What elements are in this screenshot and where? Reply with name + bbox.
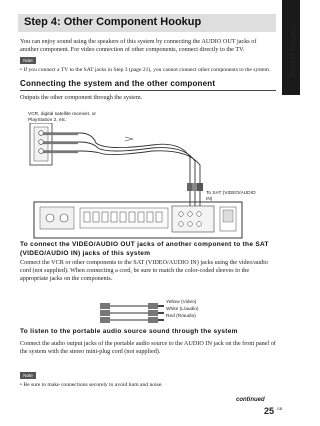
connect-text: Connect the VCR or other components to the SAT (VIDEO/AUDIO IN) jacks using the video/audio cord (not supplied). When connecting a cord, be sure to match the color-coded sleeves to the appropriate jacks on the components. — [20, 259, 268, 282]
av-cord — [43, 133, 152, 155]
title-bar — [18, 14, 276, 32]
target-label: To SAT (VIDEO/AUDIO IN) — [206, 191, 256, 202]
legend-white: White (L/audio) — [166, 307, 199, 312]
section-heading: Connecting the system and the other component — [20, 79, 216, 88]
page-number: 25 — [264, 406, 275, 416]
section-rule — [20, 90, 276, 91]
intro-text: You can enjoy sound using the speakers of this system by connecting the AUDIO OUT jacks of another component. For video connection of other components, connect directly to the TV. — [20, 38, 257, 53]
section-text: Outputs the other component through the system. — [20, 94, 143, 101]
source-component-label: VCR, digital satellite receiver, or PlayStation 2, etc. — [28, 112, 96, 123]
connection-diagram — [20, 123, 276, 240]
audio-r-plug — [197, 183, 203, 191]
sat-jacks — [172, 206, 214, 232]
portable-text: Connect the audio output jacks of the portable audio source to the AUDIO IN jack on the front panel of the system with the stereo mini-plug cord (not supplied). — [20, 340, 276, 355]
page-lang: GB — [277, 407, 283, 411]
subsection-heading-portable: To listen to the portable audio source sound through the system — [20, 328, 238, 335]
system-rear-panel — [34, 202, 242, 238]
note-text: • If you connect a TV to the SAT jacks in Step 3 (page 21), you cannot connect other components to the system. — [20, 67, 271, 73]
legend-red: Red (R/audio) — [166, 314, 196, 319]
side-tab-label: Getting Started — [289, 26, 296, 77]
subsection-heading-connect: To connect the VIDEO/AUDIO OUT jacks of another component to the SAT (VIDEO/AUDIO IN) jacks of this system — [20, 241, 269, 257]
page-title: Step 4: Other Component Hookup — [24, 16, 202, 28]
note-text-2: • Be sure to make connections securely to avoid hum and noise. — [20, 382, 163, 388]
continued-label: continued — [236, 397, 265, 403]
legend-yellow: Yellow (Video) — [166, 300, 197, 305]
cord-legend-diagram — [100, 297, 170, 327]
note-badge: Note — [20, 57, 36, 64]
arrow-icon — [125, 137, 133, 141]
note-badge-2: Note — [20, 372, 36, 379]
